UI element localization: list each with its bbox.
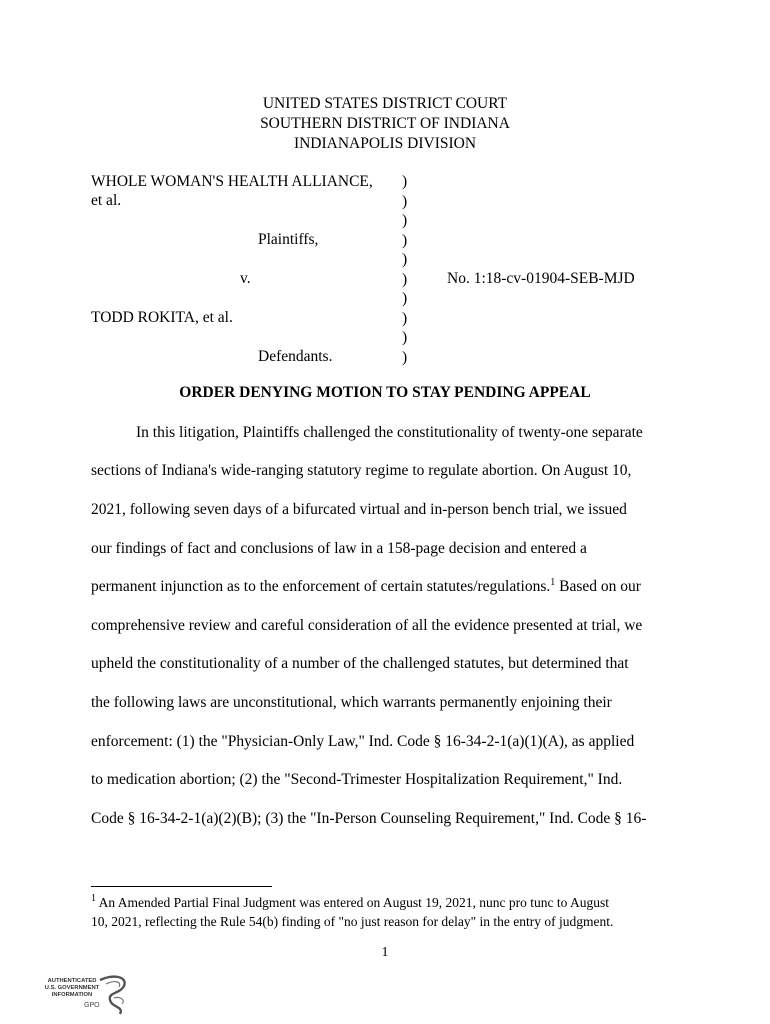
defendant-name: TODD ROKITA, et al. — [91, 309, 233, 326]
body-line: enforcement: (1) the "Physician-Only Law," Ind. Code § 16-34-2-1(a)(1)(A), as applied — [91, 733, 635, 750]
page-number: 1 — [381, 945, 389, 960]
defendants-label: Defendants. — [258, 348, 333, 365]
body-line: In this litigation, Plaintiffs challenged the constitutionality of twenty-one separate — [136, 424, 643, 441]
plaintiff-name-cont: et al. — [91, 192, 122, 209]
paren: ) — [402, 173, 408, 190]
body-line: comprehensive review and careful consideration of all the evidence presented at trial, we — [91, 617, 643, 634]
body-line: Code § 16-34-2-1(a)(2)(B); (3) the "In-Person Counseling Requirement," Ind. Code § 16- — [91, 810, 647, 827]
paren: ) — [402, 231, 408, 249]
plaintiffs-label: Plaintiffs, — [258, 231, 319, 248]
body-line — [91, 578, 641, 596]
division-name: INDIANAPOLIS DIVISION — [293, 135, 477, 152]
caption-paren-column — [402, 172, 407, 367]
plaintiff-name: WHOLE WOMAN'S HEALTH ALLIANCE, — [91, 173, 373, 190]
gpo-text: U.S. GOVERNMENT — [44, 985, 100, 991]
footnote-line: 10, 2021, reflecting the Rule 54(b) finding of "no just reason for delay" in the entry of judgment. — [91, 914, 614, 929]
paren: ) — [402, 192, 408, 210]
body-text: permanent injunction as to the enforcement of certain statutes/regulations. — [91, 578, 551, 595]
order-title: ORDER DENYING MOTION TO STAY PENDING APPEAL — [179, 384, 591, 401]
body-text: Based on our — [555, 578, 641, 595]
body-line: 2021, following seven days of a bifurcated virtual and in-person bench trial, we issued — [91, 501, 627, 518]
footnote-divider — [91, 886, 272, 887]
body-line: upheld the constitutionality of a number of the challenged statutes, but determined that — [91, 655, 629, 672]
gpo-label: GPO — [84, 1002, 100, 1009]
case-number: No. 1:18-cv-01904-SEB-MJD — [447, 270, 635, 287]
paren: ) — [402, 290, 408, 307]
paren: ) — [402, 309, 408, 327]
footnote-line — [91, 895, 609, 911]
paren: ) — [402, 329, 408, 346]
body-line: our findings of fact and conclusions of law in a 158-page decision and entered a — [91, 540, 587, 557]
footnote-marker: 1 — [91, 893, 96, 904]
gpo-text: INFORMATION — [51, 992, 93, 998]
paren: ) — [402, 348, 408, 366]
paren: ) — [402, 212, 408, 229]
body-line: the following laws are unconstitutional, which warrants permanently enjoining their — [91, 694, 612, 711]
footnote-reference[interactable]: 1 — [550, 577, 556, 588]
court-name: UNITED STATES DISTRICT COURT — [262, 95, 508, 112]
gpo-text: AUTHENTICATED — [47, 978, 97, 984]
versus-label: v. — [240, 270, 251, 287]
body-line: sections of Indiana's wide-ranging statutory regime to regulate abortion. On August 10, — [91, 462, 632, 479]
district-name: SOUTHERN DISTRICT OF INDIANA — [260, 115, 510, 132]
paren: ) — [402, 270, 408, 288]
footnote-text: An Amended Partial Final Judgment was entered on August 19, 2021, nunc pro tunc to August — [96, 895, 609, 910]
gpo-authenticated-logo — [40, 972, 140, 1018]
court-header — [0, 94, 770, 154]
body-line: to medication abortion; (2) the "Second-Trimester Hospitalization Requirement," Ind. — [91, 771, 623, 788]
paren: ) — [402, 251, 408, 268]
